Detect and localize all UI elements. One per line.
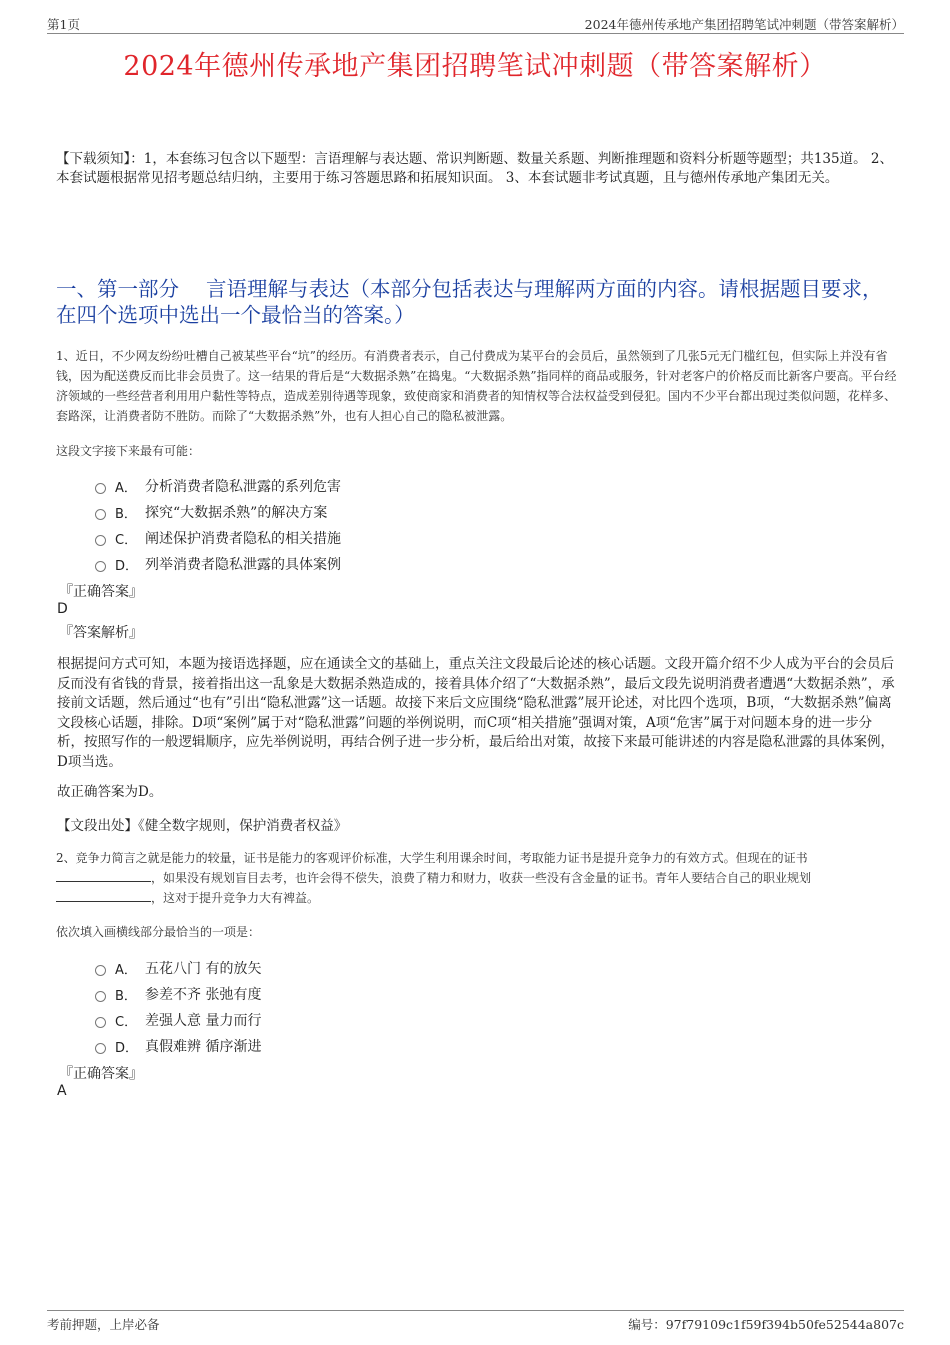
question-2-option-d[interactable] [95, 1033, 495, 1059]
question-2-options [95, 955, 495, 1059]
question-1-options [95, 473, 495, 577]
question-1-answer-label: 『正确答案』 [59, 584, 143, 600]
radio-icon[interactable] [95, 483, 106, 494]
question-1-source: 【文段出处】《健全数字规则，保护消费者权益》 [57, 818, 348, 834]
download-notice: 【下载须知】：1，本套练习包含以下题型：言语理解与表达题、常识判断题、数量关系题、判断推理题和资料分析题等题型；共135道。 2、本套试题根据常见招考题总结归纳，主要用于练习答题思路和拓展知识面。 3、本套试题非考试真题，且与德州传承地产集团无关。 [56, 151, 893, 186]
question-2-text [56, 848, 901, 908]
question-1-text: 1、近日，不少网友纷纷吐槽自己被某些平台“坑”的经历。有消费者表示，自己付费成为某平台的会员后，虽然领到了几张5元无门槛红包，但实际上并没有省钱，因为配送费反而比非会员贵了。这一结果的背后是“大数据杀熟”在捣鬼。“大数据杀熟”指同样的商品或服务，针对老客户的价格反而比新客户要高。平台经济领域的一些经营者利用用户黏性等特点，造成差别待遇等现象，致使商家和消费者的知情权等合法权益受到侵犯。国内不少平台都出现过类似问题，花样多、套路深，让消费者防不胜防。而除了“大数据杀熟”外，也有人担心自己的隐私被泄露。 [56, 349, 897, 423]
question-1-analysis-label: 『答案解析』 [59, 625, 143, 641]
question-2-option-a[interactable] [95, 955, 495, 981]
question-2-prompt: 依次填入画横线部分最恰当的一项是： [56, 925, 261, 939]
page-footer [47, 1310, 904, 1332]
page-header [47, 14, 904, 34]
question-1-option-b[interactable] [95, 499, 495, 525]
option-text: 差强人意 量力而行 [145, 1013, 262, 1029]
option-text: 分析消费者隐私泄露的系列危害 [145, 479, 341, 495]
option-text: 参差不齐 张弛有度 [145, 987, 262, 1003]
option-letter: C． [115, 1014, 138, 1030]
radio-icon[interactable] [95, 535, 106, 546]
option-text: 阐述保护消费者隐私的相关措施 [145, 531, 341, 547]
option-letter: B． [115, 506, 137, 522]
option-letter: D． [115, 558, 139, 574]
header-doc-title: 2024年德州传承地产集团招聘笔试冲刺题（带答案解析） [584, 17, 904, 32]
question-1-option-c[interactable] [95, 525, 495, 551]
question-2-text-part3: ，这对于提升竞争力大有裨益。 [151, 891, 320, 905]
question-2-option-b[interactable] [95, 981, 495, 1007]
question-2-text-part2: ，如果没有规划盲目去考，也许会得不偿失，浪费了精力和财力，收获一些没有含金量的证书。青年人要结合自己的职业规划 [151, 871, 812, 885]
question-2-answer-label: 『正确答案』 [59, 1066, 143, 1082]
question-2-answer: A [57, 1083, 67, 1099]
question-2-option-c[interactable] [95, 1007, 495, 1033]
option-text: 真假难辨 循序渐进 [145, 1039, 262, 1055]
option-letter: D． [115, 1040, 139, 1056]
question-1-answer: D [57, 601, 68, 617]
option-letter: B． [115, 988, 137, 1004]
page-title: 2024年德州传承地产集团招聘笔试冲刺题（带答案解析） [123, 51, 827, 82]
question-1-analysis: 根据提问方式可知，本题为接语选择题，应在通读全文的基础上，重点关注文段最后论述的核心话题。文段开篇介绍不少人成为平台的会员后反而没有省钱的背景，接着指出这一乱象是大数据杀熟造成的，接着具体介绍了“大数据杀熟”，最后文段先说明消费者遭遇“大数据杀熟”，承接前文话题，然后通过“也有”引出“隐私泄露”这一话题。故接下来后文应围绕“隐私泄露”展开论述，对比四个选项，B项，“大数据杀熟”偏离文段核心话题，排除。D项“案例”属于对“隐私泄露”问题的举例说明，而C项“相关措施”强调对策，A项“危害”属于对问题本身的进一步分析，按照写作的一般逻辑顺序，应先举例说明，再结合例子进一步分析，最后给出对策，故接下来最可能讲述的内容是隐私泄露的具体案例，D项当选。 [57, 656, 895, 770]
radio-icon[interactable] [95, 991, 106, 1002]
radio-icon[interactable] [95, 1017, 106, 1028]
page-number: 第1页 [47, 17, 80, 32]
question-1-conclusion: 故正确答案为D。 [57, 784, 163, 800]
option-letter: C． [115, 532, 138, 548]
radio-icon[interactable] [95, 1043, 106, 1054]
section-heading: 一、第一部分 言语理解与表达（本部分包括表达与理解两方面的内容。请根据题目要求，在四个选项中选出一个最恰当的答案。） [56, 277, 883, 327]
option-letter: A． [115, 480, 137, 496]
option-text: 列举消费者隐私泄露的具体案例 [145, 557, 341, 573]
fill-blank-1 [56, 870, 151, 882]
option-text: 探究“大数据杀熟”的解决方案 [145, 505, 328, 521]
footer-slogan: 考前押题，上岸必备 [47, 1317, 160, 1332]
question-1-option-d[interactable] [95, 551, 495, 577]
question-1-prompt: 这段文字接下来最有可能： [56, 444, 201, 458]
radio-icon[interactable] [95, 509, 106, 520]
question-2-text-part1: 2、竞争力简言之就是能力的较量，证书是能力的客观评价标准，大学生利用课余时间，考取能力证书是提升竞争力的有效方式。但现在的证书 [56, 851, 808, 865]
radio-icon[interactable] [95, 965, 106, 976]
radio-icon[interactable] [95, 561, 106, 572]
footer-doc-id: 编号：97f79109c1f59f394b50fe52544a807c [628, 1317, 904, 1332]
option-text: 五花八门 有的放矢 [145, 961, 262, 977]
fill-blank-2 [56, 890, 151, 902]
option-letter: A． [115, 962, 137, 978]
question-1-option-a[interactable] [95, 473, 495, 499]
